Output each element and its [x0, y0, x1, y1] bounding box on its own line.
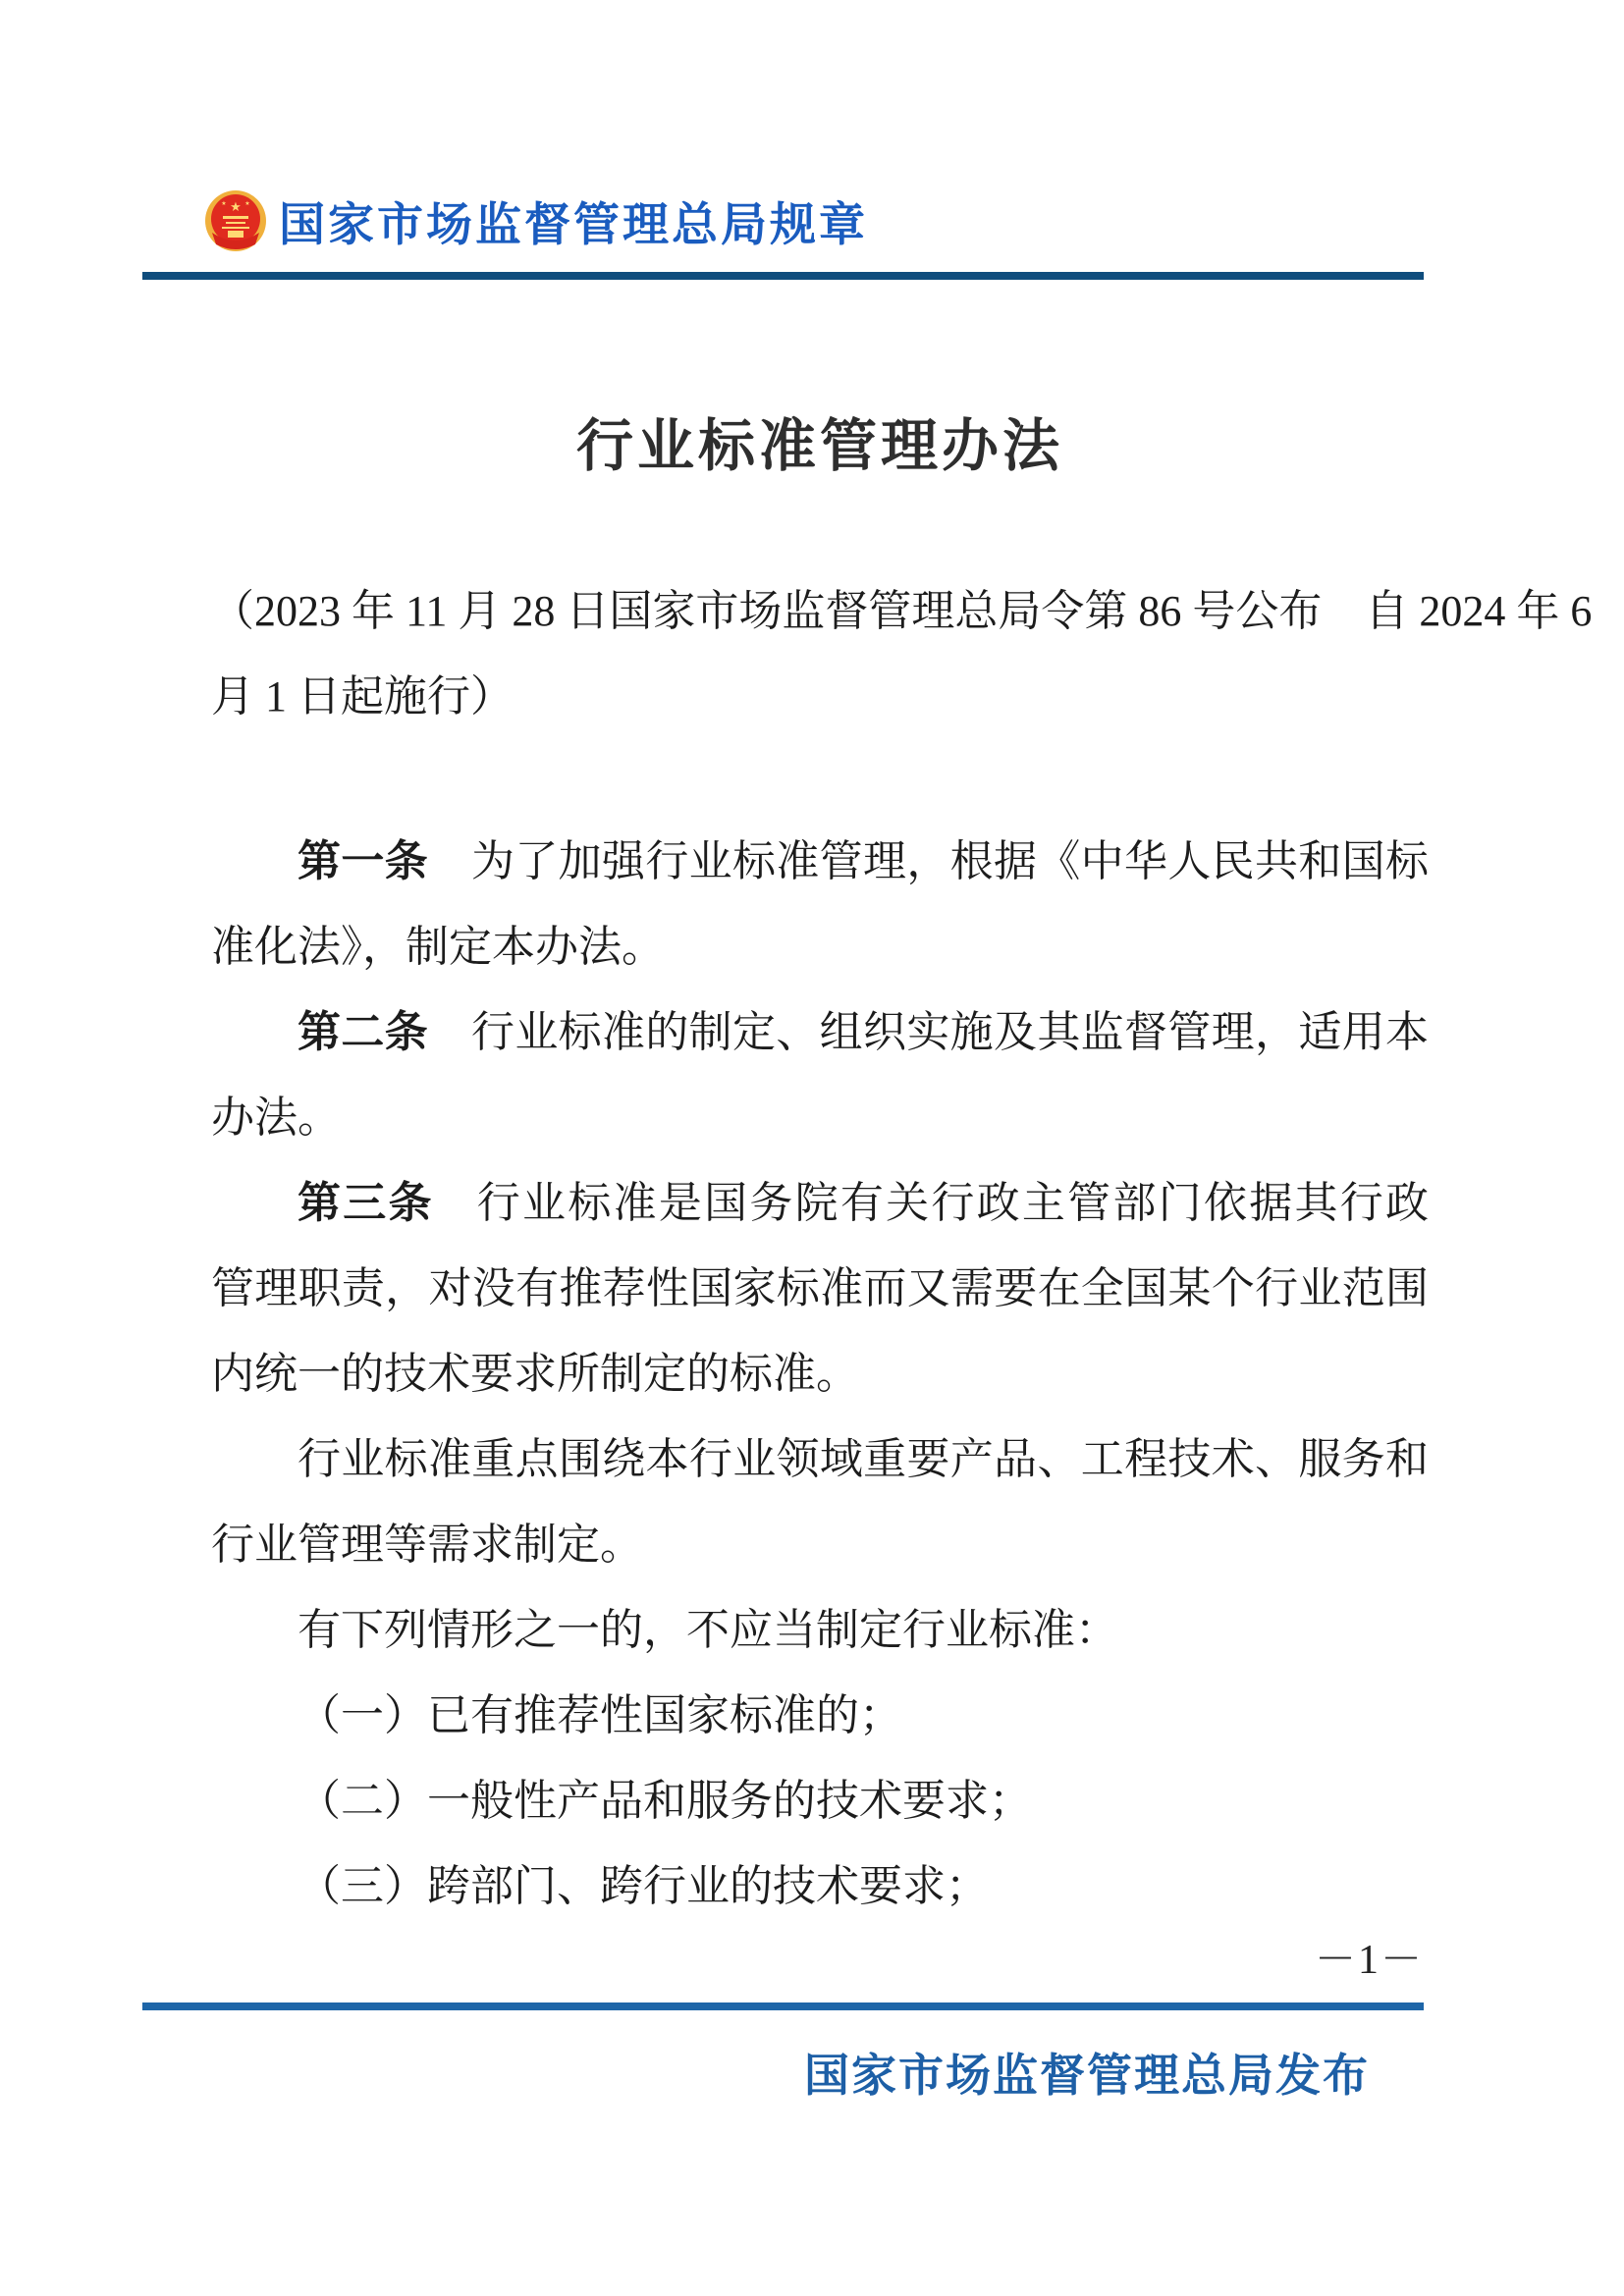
body-line-text: 行业管理等需求制定。 [211, 1521, 643, 1569]
body-line [211, 1331, 1429, 1416]
body-line-text: （二）一般性产品和服务的技术要求； [298, 1777, 1032, 1825]
body-line [211, 1587, 1429, 1673]
header-divider [142, 272, 1424, 280]
svg-text:★: ★ [221, 201, 227, 207]
svg-text:★: ★ [244, 201, 250, 207]
china-national-emblem-icon [204, 189, 267, 252]
body-line [211, 1843, 1429, 1929]
body-line [211, 989, 1429, 1075]
body-line [211, 904, 1429, 989]
header-title: 国家市场监督管理总局规章 [279, 199, 868, 251]
publication-line: 月 1 日起施行） [211, 672, 514, 721]
publication-line: （2023 年 11 月 28 日国家市场监督管理总局令第 86 号公布 自 2024 年 6 [211, 587, 1593, 635]
clause-number: 第三条 [298, 1179, 434, 1227]
document-title: 行业标准管理办法 [575, 414, 1063, 478]
body-line [211, 1502, 1429, 1587]
body-line-text: 管理职责，对没有推荐性国家标准而又需要在全国某个行业范围 [211, 1264, 1429, 1312]
body-line-text: 办法。 [211, 1094, 341, 1142]
footer-publisher: 国家市场监督管理总局发布 [804, 2051, 1370, 2101]
body-line [211, 1673, 1429, 1758]
body-text [211, 819, 1429, 1929]
body-line [211, 1075, 1429, 1160]
body-line [211, 1758, 1429, 1843]
body-line-text: 行业标准的制定、组织实施及其监督管理，适用本 [471, 1008, 1429, 1056]
body-line-text: 行业标准是国务院有关行政主管部门依据其行政 [476, 1179, 1430, 1227]
body-line-text: 内统一的技术要求所制定的标准。 [211, 1350, 859, 1398]
body-line [211, 819, 1429, 904]
svg-text:★: ★ [230, 199, 242, 214]
body-line [211, 1160, 1429, 1246]
footer-divider [142, 2002, 1424, 2010]
body-line-text: 为了加强行业标准管理，根据《中华人民共和国标 [471, 837, 1429, 885]
body-line-text: 有下列情形之一的，不应当制定行业标准： [298, 1606, 1118, 1654]
page-number: －1－ [1314, 1938, 1424, 1983]
body-line-text: 行业标准重点围绕本行业领域重要产品、工程技术、服务和 [298, 1435, 1429, 1483]
clause-number: 第一条 [298, 837, 428, 885]
body-line-text: （三）跨部门、跨行业的技术要求； [298, 1862, 989, 1910]
body-line [211, 1416, 1429, 1502]
clause-number: 第二条 [298, 1008, 428, 1056]
publication-info [211, 568, 1593, 739]
page-header [204, 187, 868, 255]
body-line [211, 1246, 1429, 1331]
body-line-text: （一）已有推荐性国家标准的； [298, 1691, 902, 1739]
body-line-text: 准化法》，制定本办法。 [211, 923, 665, 971]
